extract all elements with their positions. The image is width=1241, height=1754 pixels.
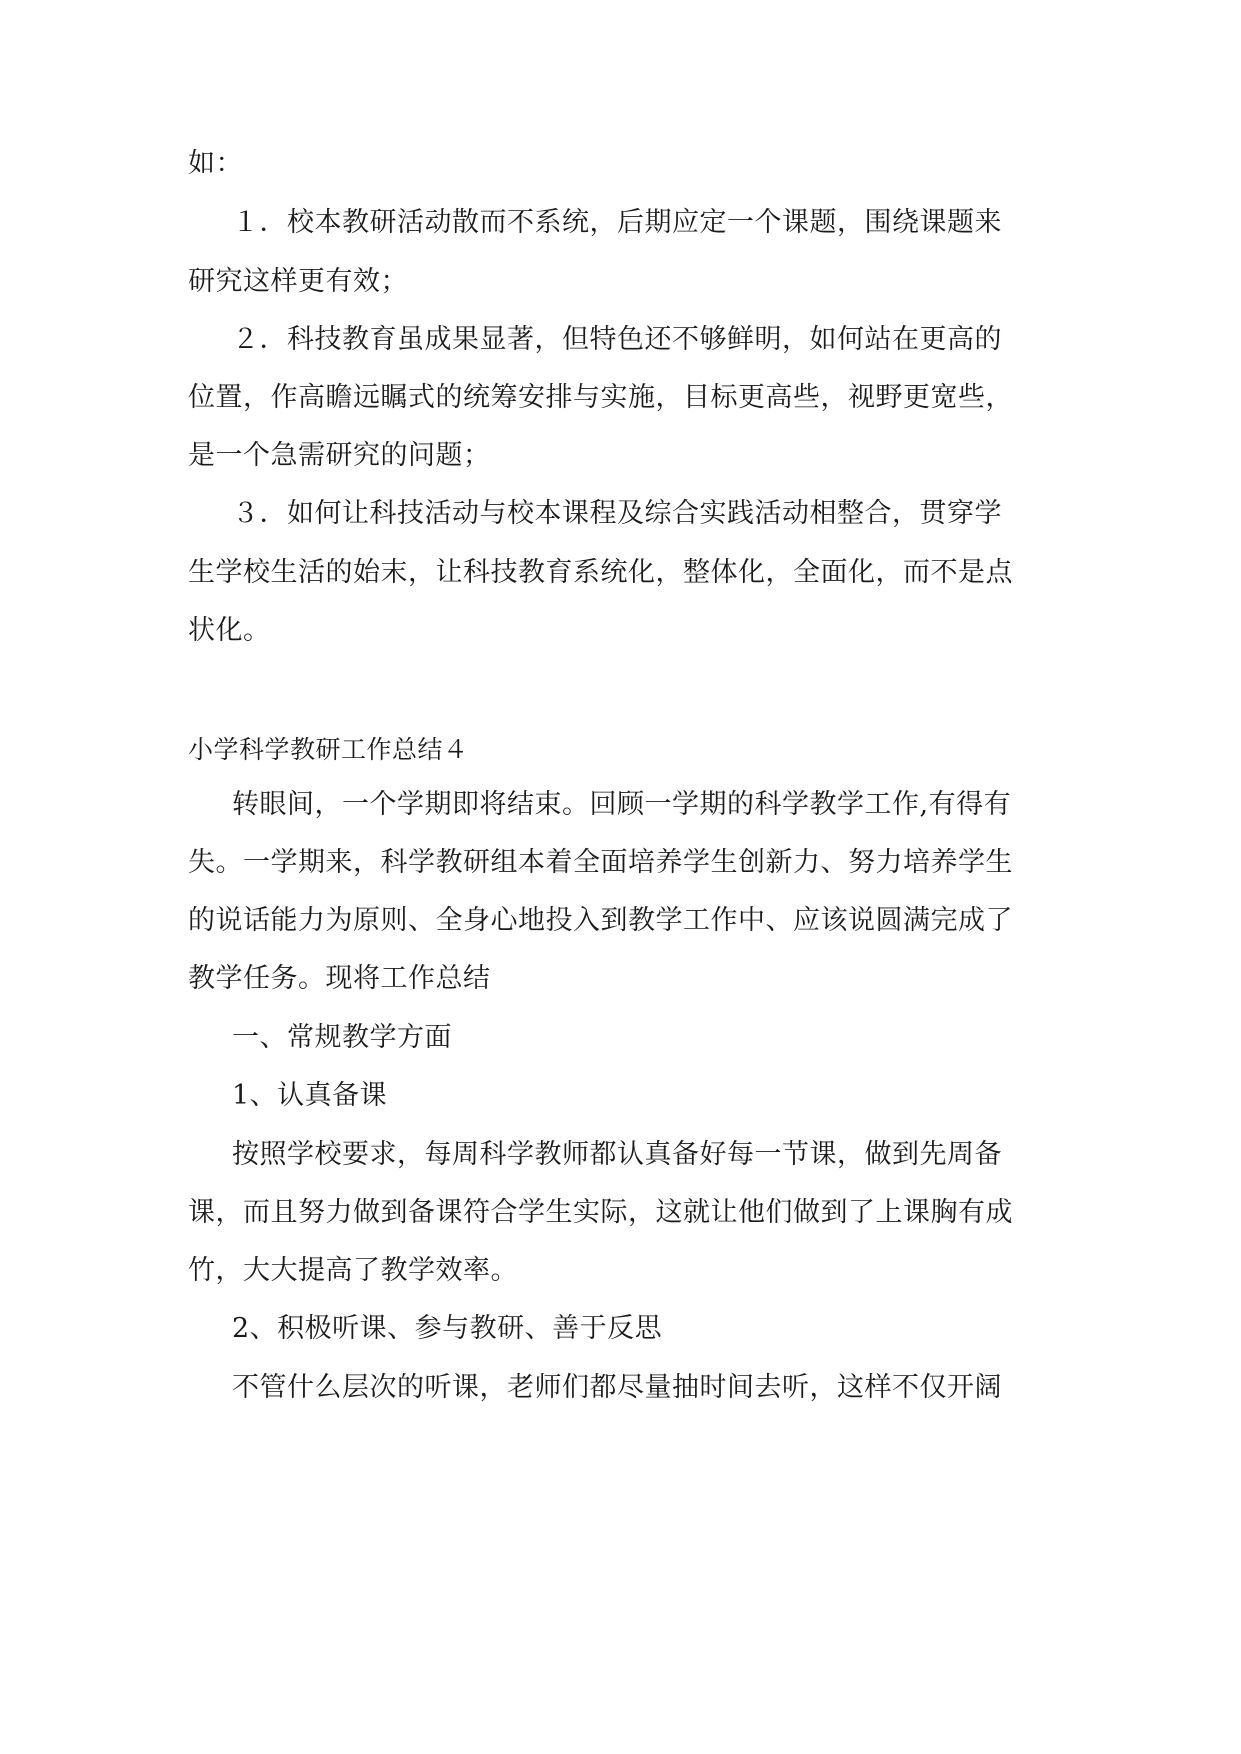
issue-3-line-2: 生学校生活的始末，让科技教育系统化，整体化，全面化，而不是点	[188, 557, 1013, 588]
subsection-1-line-1: 按照学校要求，每周科学教师都认真备好每一节课，做到先周备	[232, 1139, 1002, 1170]
subsection-1-line-2: 课，而且努力做到备课符合学生实际，这就让他们做到了上课胸有成	[188, 1197, 1013, 1228]
part-1-heading: 一、常规教学方面	[232, 1022, 452, 1053]
summary-line-1: 转眼间，一个学期即将结束。回顾一学期的科学教学工作,有得有	[232, 789, 1012, 820]
subsection-2-heading: 2、积极听课、参与教研、善于反思	[232, 1313, 663, 1344]
section-title: 小学科学教研工作总结４	[188, 735, 469, 764]
summary-line-2: 失。一学期来，科学教研组本着全面培养学生创新力、努力培养学生	[188, 847, 1013, 878]
summary-line-4: 教学任务。现将工作总结	[188, 963, 491, 994]
subsection-1-heading: 1、认真备课	[232, 1080, 388, 1111]
issue-2-line-3: 是一个急需研究的问题；	[188, 440, 491, 471]
issue-1-line-2: 研究这样更有效；	[188, 266, 408, 297]
intro-text: 如：	[188, 148, 243, 179]
issue-2-line-1: ２．科技教育虽成果显著，但特色还不够鲜明，如何站在更高的	[232, 324, 1002, 355]
issue-3-line-1: ３．如何让科技活动与校本课程及综合实践活动相整合，贯穿学	[232, 498, 1002, 529]
summary-line-3: 的说话能力为原则、全身心地投入到教学工作中、应该说圆满完成了	[188, 905, 1013, 936]
issue-2-line-2: 位置，作高瞻远瞩式的统筹安排与实施，目标更高些，视野更宽些，	[188, 382, 1013, 413]
issue-3-line-3: 状化。	[188, 615, 271, 646]
subsection-1-line-3: 竹，大大提高了教学效率。	[188, 1255, 518, 1286]
subsection-2-line-1: 不管什么层次的听课，老师们都尽量抽时间去听，这样不仅开阔	[232, 1372, 1002, 1403]
issue-1-line-1: １．校本教研活动散而不系统，后期应定一个课题，围绕课题来	[232, 207, 1002, 238]
